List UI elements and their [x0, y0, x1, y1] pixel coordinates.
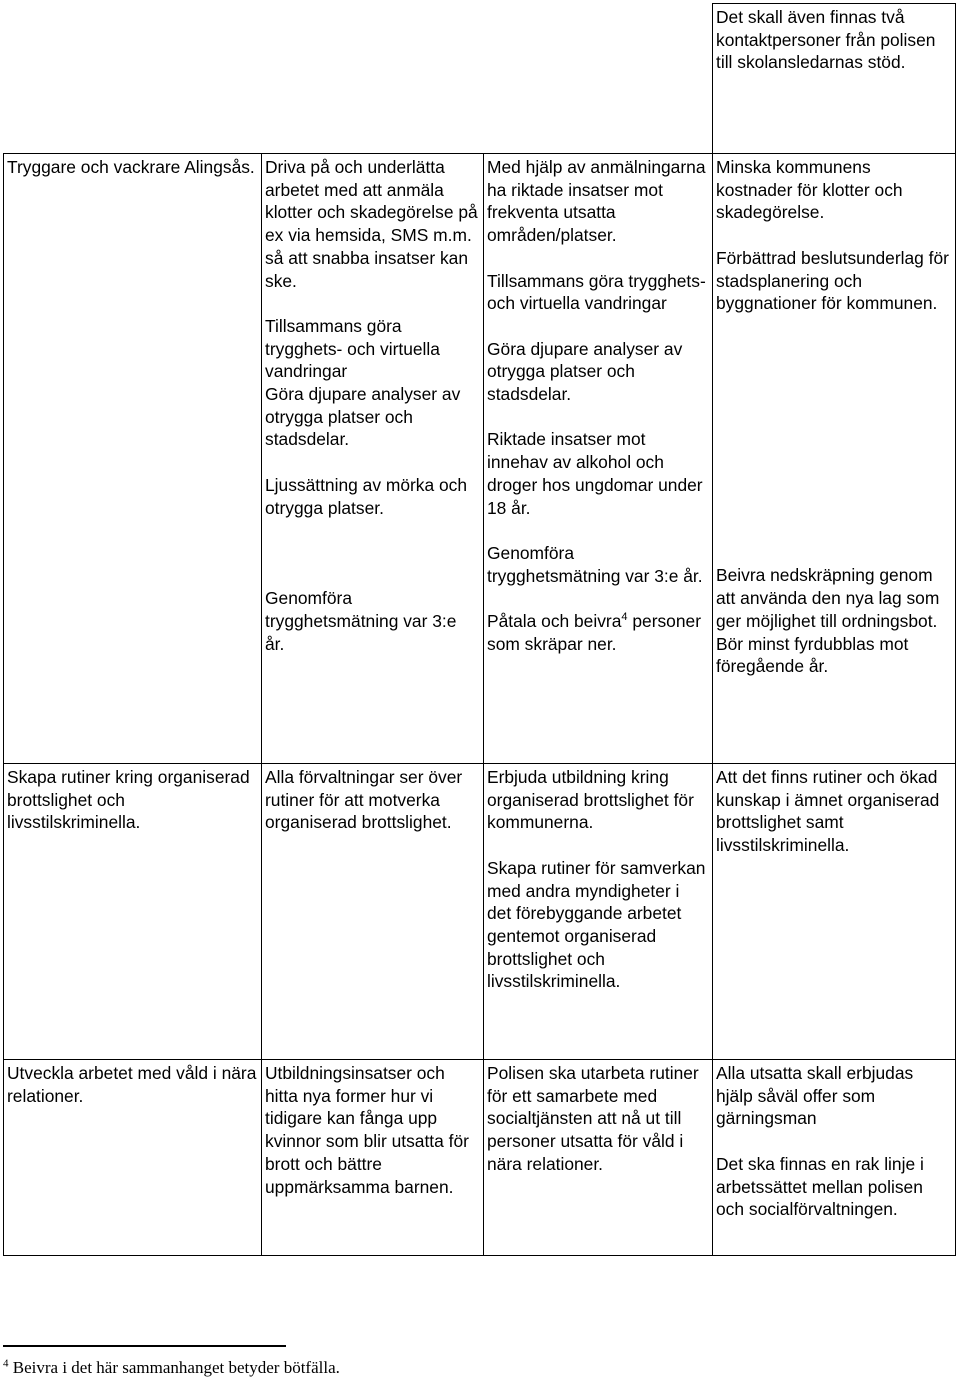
table-cell [713, 4, 956, 154]
table-row [4, 1060, 956, 1256]
table-cell [484, 154, 713, 764]
outcome-text: Att det finns rutiner och ökad kunskap i ämnet organiserad brottslighet samt livsstilskriminella. [716, 767, 940, 856]
table-cell [484, 764, 713, 1060]
table-cell-empty [4, 4, 262, 154]
table-cell [713, 1060, 956, 1256]
table-cell [262, 764, 484, 1060]
outcome-text: Förbättrad beslutsunderlag för stadsplanering och byggnationer för kommunen. [716, 247, 949, 314]
measure-text: Göra djupare analyser av otrygga platser och stadsdelar. [265, 384, 461, 450]
goal-text: Skapa rutiner kring organiserad brottslighet och livsstilskriminella. [7, 767, 250, 833]
outcome-text: Det ska finnas en rak linje i arbetssättet mellan polisen och socialförvaltningen. [716, 1153, 924, 1220]
goal-text: Utveckla arbetet med våld i nära relationer. [7, 1063, 257, 1106]
footnote [3, 1358, 703, 1378]
outcome-text: Alla utsatta skall erbjudas hjälp såväl offer som gärningsman [716, 1063, 914, 1129]
measure-text: Tillsammans göra trygghets- och virtuella vandringar [265, 315, 440, 382]
measure-text: Alla förvaltningar ser över rutiner för att motverka organiserad brottslighet. [265, 767, 463, 833]
footnote-ref: 4 [621, 611, 628, 624]
footnote-number: 4 [3, 1357, 9, 1370]
activity-text: Skapa rutiner för samverkan med andra myndigheter i det förebyggande arbetet gentemot organiserad brottslighet och livsstilskriminella. [487, 857, 706, 992]
table-cell-empty [262, 4, 484, 154]
measure-text: Ljussättning av mörka och otrygga platser. [265, 474, 468, 518]
table-cell-empty [484, 4, 713, 154]
activity-text: Göra djupare analyser av otrygga platser och stadsdelar. [487, 338, 683, 404]
goal-text: Tryggare och vackrare Alingsås. [7, 157, 255, 177]
activity-text: Polisen ska utarbeta rutiner för ett samarbete med socialtjänsten att nå ut till personer utsatta för våld i nära relationer. [487, 1063, 699, 1174]
table-cell [4, 1060, 262, 1256]
table-cell [262, 154, 484, 764]
activity-text: Med hjälp av anmälningarna ha riktade insatser mot frekventa utsatta områden/platser. [487, 157, 706, 246]
table-row [4, 764, 956, 1060]
outcome-text: Minska kommunens kostnader för klotter och skadegörelse. [716, 157, 903, 223]
measure-text: Genomföra trygghetsmätning var 3:e år. [265, 588, 457, 654]
table-cell [4, 154, 262, 764]
outcome-text: Bör minst fyrdubblas mot föregående år. [716, 633, 909, 677]
activity-text: Genomföra trygghetsmätning var 3:e år. [487, 542, 703, 586]
table-row [4, 154, 956, 764]
footnote-text: Beivra i det här sammanhanget betyder bötfälla. [8, 1358, 340, 1377]
footnote-separator [3, 1345, 286, 1347]
table-cell [484, 1060, 713, 1256]
table-cell [4, 764, 262, 1060]
measure-text: Utbildningsinsatser och hitta nya former hur vi tidigare kan fånga upp kvinnor som blir utsatta för brott och bättre uppmärksamma barnen. [265, 1063, 469, 1197]
activity-text: Erbjuda utbildning kring organiserad brottslighet för kommunerna. [487, 767, 694, 833]
activity-text: Riktade insatser mot innehav av alkohol och droger hos ungdomar under 18 år. [487, 429, 703, 518]
outcome-text: Beivra nedskräpning genom att använda den nya lag som ger möjlighet till ordningsbot. [716, 565, 940, 631]
table-cell [713, 764, 956, 1060]
table-cell [262, 1060, 484, 1256]
table-cell [713, 154, 956, 764]
action-plan-table [3, 3, 956, 1256]
cell-text: Det skall även finnas två kontaktpersoner från polisen till skolansledarnas stöd. [716, 7, 936, 73]
table-row [4, 4, 956, 154]
measure-text: Driva på och underlätta arbetet med att anmäla klotter och skadegörelse på ex via hemsida, SMS m.m. så att snabba insatser kan ske. [265, 157, 478, 291]
activity-text: Påtala och beivra$^4$ personer som skräpar ner. [487, 610, 701, 654]
activity-text: Tillsammans göra trygghets- och virtuella vandringar [487, 270, 706, 314]
